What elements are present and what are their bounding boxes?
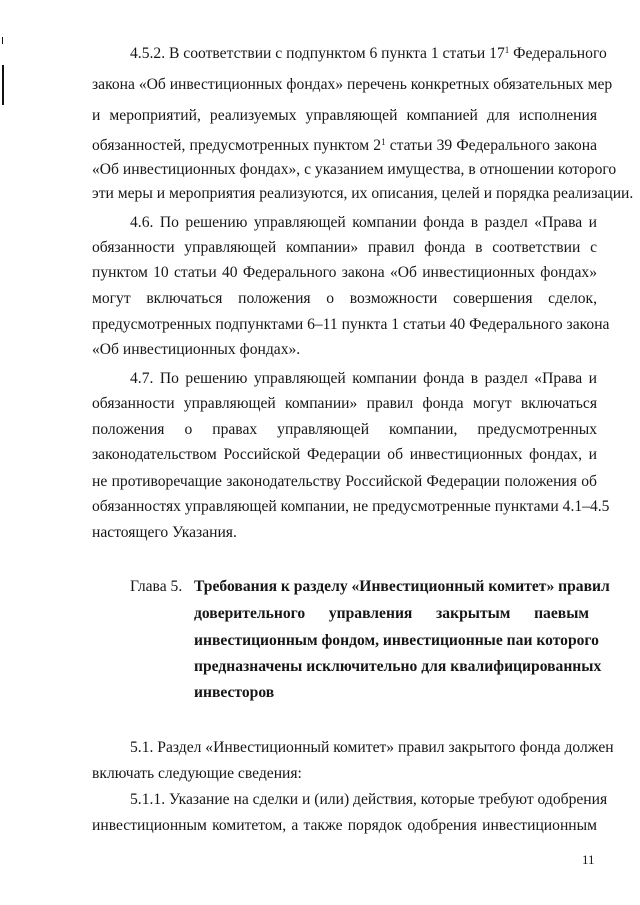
para-4-6-line-4: могут включаться положения о возможности совершения сделок, <box>92 290 597 307</box>
para-4-5-2-line-6: эти меры и мероприятия реализуются, их описания, целей и порядка реализации. <box>92 185 634 202</box>
para-4-5-2-line-1: 4.5.2. В соответствии с подпунктом 6 пункта 1 статьи $17^1$ Федерального <box>130 45 607 62</box>
page-number: 11 <box>582 852 595 867</box>
para-4-6-line-3: пунктом 10 статьи 40 Федерального закона «Об инвестиционных фондах» <box>92 264 597 281</box>
para-4-7-line-3: положения о правах управляющей компании, предусмотренных <box>92 421 597 438</box>
chapter-5-heading-line-1: Требования к разделу «Инвестиционный комитет» правил <box>194 578 610 595</box>
para-4-6-line-6: «Об инвестиционных фондах». <box>92 341 301 358</box>
para-4-5-2-line-3: и мероприятий, реализуемых управляющей компанией для исполнения <box>92 107 597 124</box>
para-4-5-2-line-5: «Об инвестиционных фондах», с указанием имущества, в отношении которого <box>92 161 617 178</box>
para-4-6-line-1: 4.6. По решению управляющей компании фонда в раздел «Права и <box>130 214 597 231</box>
para-4-6-line-2: обязанности управляющей компании» правил фонда в соответствии с <box>92 239 597 256</box>
para-4-7-line-5: не противоречащие законодательству Российской Федерации положения об <box>92 473 597 490</box>
para-4-6-line-5: предусмотренных подпунктами 6–11 пункта 1 статьи 40 Федерального закона <box>92 316 610 333</box>
para-4-7-line-2: обязанности управляющей компании» правил фонда могут включаться <box>92 395 597 412</box>
para-4-5-2-line-2: закона «Об инвестиционных фондах» перечень конкретных обязательных мер <box>92 76 613 93</box>
chapter-5-heading-line-4: предназначены исключительно для квалифицированных <box>194 658 602 675</box>
para-4-5-2-line-4: обязанностей, предусмотренных пунктом $2^1$ статьи 39 Федерального закона <box>92 137 597 154</box>
chapter-5-heading-line-2: доверительного управления закрытым паевым <box>194 605 589 622</box>
chapter-5-heading-line-3: инвестиционным фондом, инвестиционные паи которого <box>194 632 599 649</box>
para-5-1-line-2: включать следующие сведения: <box>92 765 302 782</box>
para-5-1-1-line-2: инвестиционным комитетом, а также порядок одобрения инвестиционным <box>92 817 597 834</box>
para-5-1-line-1: 5.1. Раздел «Инвестиционный комитет» правил закрытого фонда должен <box>130 739 614 756</box>
para-5-1-1-line-1: 5.1.1. Указание на сделки и (или) действия, которые требуют одобрения <box>130 791 608 808</box>
para-4-7-line-4: законодательством Российской Федерации об инвестиционных фондах, и <box>92 446 597 463</box>
para-4-7-line-1: 4.7. По решению управляющей компании фонда в раздел «Права и <box>130 370 597 387</box>
chapter-5-label: Глава 5. <box>130 578 183 595</box>
margin-bar-mark <box>2 65 4 105</box>
chapter-5-heading-line-5: инвесторов <box>194 684 275 701</box>
margin-tick-mark <box>2 37 3 44</box>
para-4-7-line-6: обязанностях управляющей компании, не предусмотренные пунктами 4.1–4.5 <box>92 498 610 515</box>
para-4-7-line-7: настоящего Указания. <box>92 524 237 541</box>
